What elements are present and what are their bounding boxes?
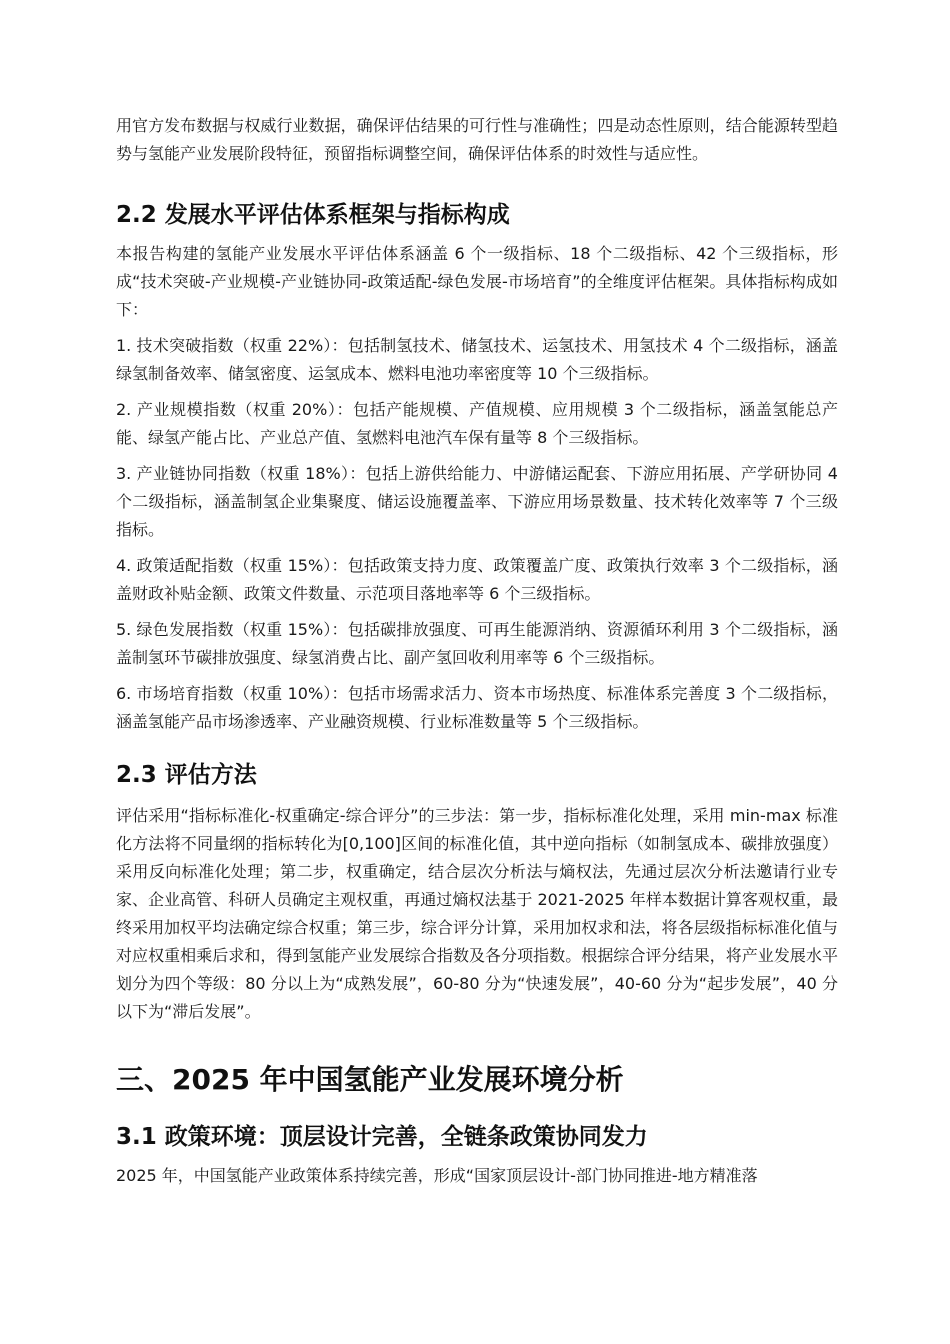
section-2-3-body: 评估采用“指标标准化-权重确定-综合评分”的三步法：第一步，指标标准化处理，采用 min-max 标准化方法将不同量纲的指标转化为[0,100]区间的标准化值，其中逆向指标（如制氢成本、碳排放强度）采用反向标准化处理；第二步，权重确定，结合层次分析法与熵权法，先通过层次分析法邀请行业专家、企业高管、科研人员确定主观权重，再通过熵权法基于 2021-2025 年样本数据计算客观权重，最终采用加权平均法确定综合权重；第三步，综合评分计算，采用加权求和法，将各层级指标标准化值与对应权重相乘后求和，得到氢能产业发展综合指数及各分项指数。根据综合评分结果，将产业发展水平划分为四个等级：80 分以上为“成熟发展”，60-80 分为“快速发展”，40-60 分为“起步发展”，40 分以下为“滞后发展”。 <box>116 806 838 1021</box>
section-heading-2-3: 2.3 评估方法 <box>116 762 257 788</box>
indicator-item-1: 1. 技术突破指数（权重 22%）：包括制氢技术、储氢技术、运氢技术、用氢技术 4 个二级指标，涵盖绿氢制备效率、储氢密度、运氢成本、燃料电池功率密度等 10 个三级指标。 <box>116 336 838 383</box>
chapter-heading-3: 三、2025 年中国氢能产业发展环境分析 <box>116 1063 624 1096</box>
section-2-2-intro: 本报告构建的氢能产业发展水平评估体系涵盖 6 个一级指标、18 个二级指标、42 个三级指标，形成“技术突破-产业规模-产业链协同-政策适配-绿色发展-市场培育”的全维度评估框架。具体指标构成如下： <box>116 244 838 319</box>
section-heading-3-1: 3.1 政策环境：顶层设计完善，全链条政策协同发力 <box>116 1124 648 1150</box>
section-3-1-body: 2025 年，中国氢能产业政策体系持续完善，形成“国家顶层设计-部门协同推进-地方精准落 <box>116 1166 758 1185</box>
document-page <box>116 112 838 1190</box>
indicator-item-5: 5. 绿色发展指数（权重 15%）：包括碳排放强度、可再生能源消纳、资源循环利用 3 个二级指标，涵盖制氢环节碳排放强度、绿氢消费占比、副产氢回收利用率等 6 个三级指标。 <box>116 620 838 667</box>
indicator-item-2: 2. 产业规模指数（权重 20%）：包括产能规模、产值规模、应用规模 3 个二级指标，涵盖氢能总产能、绿氢产能占比、产业总产值、氢燃料电池汽车保有量等 8 个三级指标。 <box>116 400 838 447</box>
intro-paragraph: 用官方发布数据与权威行业数据，确保评估结果的可行性与准确性；四是动态性原则，结合能源转型趋势与氢能产业发展阶段特征，预留指标调整空间，确保评估体系的时效性与适应性。 <box>116 116 838 163</box>
indicator-item-4: 4. 政策适配指数（权重 15%）：包括政策支持力度、政策覆盖广度、政策执行效率 3 个二级指标，涵盖财政补贴金额、政策文件数量、示范项目落地率等 6 个三级指标。 <box>116 556 838 603</box>
indicator-item-6: 6. 市场培育指数（权重 10%）：包括市场需求活力、资本市场热度、标准体系完善度 3 个二级指标，涵盖氢能产品市场渗透率、产业融资规模、行业标准数量等 5 个三级指标。 <box>116 684 838 731</box>
section-heading-2-2: 2.2 发展水平评估体系框架与指标构成 <box>116 202 510 228</box>
indicator-item-3: 3. 产业链协同指数（权重 18%）：包括上游供给能力、中游储运配套、下游应用拓展、产学研协同 4 个二级指标，涵盖制氢企业集聚度、储运设施覆盖率、下游应用场景数量、技术转化效率等 7 个三级指标。 <box>116 464 838 539</box>
